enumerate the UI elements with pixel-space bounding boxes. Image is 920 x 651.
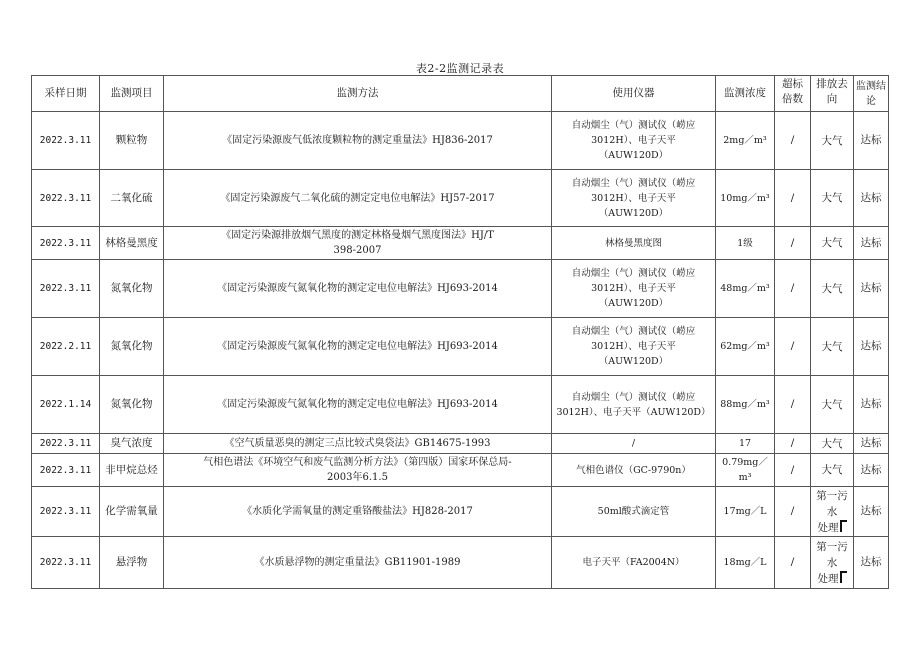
cell-item: 氮氧化物 [100,318,164,376]
cell-date: 2022.3.11 [32,537,100,589]
cell-exceed: / [775,227,811,260]
table-title: 表2-2监测记录表 [415,62,505,75]
cell-instrument [552,260,716,318]
cell-discharge: 大气 [811,112,854,170]
cell-discharge: 大气 [811,376,854,434]
table-row [32,487,889,537]
cell-discharge: 大气 [811,227,854,260]
cell-instrument-line: 3012H）、电子天平 [591,283,676,294]
header-concentration: 监测浓度 [716,76,775,112]
cell-instrument [552,376,716,434]
cell-method-line: 《空气质量恶臭的测定三点比较式臭袋法》GB14675-1993 [224,438,491,449]
cell-conclusion: 达标 [854,376,889,434]
header-discharge-line-1: 排放去 [816,78,848,90]
cell-instrument-line: 50ml酸式滴定管 [597,506,670,517]
cell-exceed: / [775,487,811,537]
table-row [32,434,889,454]
cell-concentration: 0.79mg／m³ [716,454,775,487]
cell-date: 2022.3.11 [32,227,100,260]
table-row [32,318,889,376]
cell-method [164,454,552,487]
cell-date: 2022.3.11 [32,487,100,537]
cell-exceed: / [775,434,811,454]
table-row [32,454,889,487]
cell-discharge: 大气 [811,170,854,227]
cell-conclusion: 达标 [854,112,889,170]
cell-instrument-line: 林格曼黑度图 [604,237,662,249]
cell-method-line: 《固定污染源废气氮氧化物的测定定电位电解法》HJ693-2014 [217,283,498,294]
cell-instrument-line: （AUW120D） [598,356,669,367]
cell-instrument-line: 自动烟尘（气）测试仪（崂应 [571,268,696,279]
cell-item: 氮氧化物 [100,376,164,434]
header-method: 监测方法 [164,76,552,112]
cell-conclusion: 达标 [854,537,889,589]
cell-method-line: 2003年6.1.5 [327,472,388,483]
cell-discharge: 大气 [811,318,854,376]
cell-item: 化学需氧量 [100,487,164,537]
table-row [32,260,889,318]
cell-method-line: 《固定污染源排放烟气黑度的测定林格曼烟气黑度图法》HJ/T [221,230,494,241]
cell-item: 臭气浓度 [100,434,164,454]
cell-instrument [552,434,716,454]
table-body [32,112,889,589]
header-exceed-line-1: 超标 [782,78,803,90]
cell-item: 林格曼黑度 [100,227,164,260]
cell-instrument-line: 3012H）、电子天平 [591,341,676,352]
cell-concentration: 17 [716,434,775,454]
cell-concentration: 48mg／m³ [716,260,775,318]
monitoring-record-table [31,75,889,589]
cell-date: 2022.3.11 [32,170,100,227]
cell-concentration: 1级 [716,227,775,260]
cell-method-line: 气相色谱法《环境空气和废气监测分析方法》（第四版）国家环保总局- [203,457,512,468]
cell-instrument [552,454,716,487]
cell-method-line: 《固定污染源废气二氧化硫的测定定电位电解法》HJ57-2017 [220,192,495,204]
cell-instrument-line: 3012H）、电子天平 [591,135,676,146]
cell-concentration: 18mg／L [716,537,775,589]
cell-concentration: 17mg／L [716,487,775,537]
header-discharge-line-2: 向 [826,93,838,105]
cell-date: 2022.3.11 [32,112,100,170]
cell-method-line: 398-2007 [333,245,382,256]
cell-method-line: 《固定污染源废气氮氧化物的测定定电位电解法》HJ693-2014 [217,399,498,410]
cell-instrument-line: （AUW120D） [598,298,669,309]
cell-conclusion: 达标 [854,227,889,260]
cell-date: 2022.3.11 [32,434,100,454]
cell-instrument-line: 3012H）、电子天平（AUW120D） [556,406,711,418]
cell-conclusion: 达标 [854,318,889,376]
cell-instrument-line: （AUW120D） [598,150,669,161]
table-row [32,112,889,170]
header-date: 采样日期 [32,76,100,112]
header-exceed-line-2: 倍数 [782,93,803,105]
cell-instrument-line: 自动烟尘（气）测试仪（崂应 [571,177,696,189]
cell-date: 2022.3.11 [32,454,100,487]
corner-bracket-mark [840,520,847,532]
header-conclusion [854,76,889,112]
cell-discharge: 大气 [811,434,854,454]
cell-date: 2022.1.14 [32,376,100,434]
cell-date: 2022.3.11 [32,260,100,318]
cell-method [164,170,552,227]
header-row [32,76,889,112]
cell-method [164,376,552,434]
table-row [32,170,889,227]
cell-instrument [552,170,716,227]
cell-exceed: / [775,376,811,434]
cell-date: 2022.2.11 [32,318,100,376]
cell-conclusion: 达标 [854,487,889,537]
cell-method [164,487,552,537]
header-instrument: 使用仪器 [552,76,716,112]
cell-exceed: / [775,537,811,589]
cell-method [164,434,552,454]
cell-method-line: 《固定污染源废气低浓度颗粒物的测定重量法》HJ836-2017 [222,135,493,146]
cell-method [164,537,552,589]
table-row [32,537,889,589]
cell-method [164,260,552,318]
cell-method [164,318,552,376]
cell-exceed: / [775,318,811,376]
cell-item: 二氧化硫 [100,170,164,227]
cell-discharge: 大气 [811,454,854,487]
cell-concentration: 10mg／m³ [716,170,775,227]
cell-method-line: 《水质悬浮物的测定重量法》GB11901-1989 [254,557,461,568]
cell-item: 颗粒物 [100,112,164,170]
cell-item: 非甲烷总烃 [100,454,164,487]
corner-bracket-mark [840,571,847,583]
cell-method [164,112,552,170]
header-discharge [811,76,854,112]
cell-exceed: / [775,454,811,487]
cell-conclusion: 达标 [854,170,889,227]
cell-concentration: 88mg／m³ [716,376,775,434]
cell-method [164,227,552,260]
cell-concentration: 62mg／m³ [716,318,775,376]
cell-item: 悬浮物 [100,537,164,589]
cell-discharge [811,487,854,537]
cell-instrument [552,318,716,376]
cell-instrument-line: 气相色谱仪（GC-9790n） [576,464,691,476]
cell-instrument-line: （AUW120D） [598,207,669,219]
cell-method-line: 《固定污染源废气氮氧化物的测定定电位电解法》HJ693-2014 [217,341,498,352]
cell-instrument-line: 自动烟尘（气）测试仪（崂应 [571,391,696,403]
cell-instrument-line: 3012H）、电子天平 [591,192,676,204]
cell-instrument [552,227,716,260]
cell-conclusion: 达标 [854,454,889,487]
cell-exceed: / [775,170,811,227]
cell-method-line: 《水质化学需氧量的测定重铬酸盐法》HJ828-2017 [242,506,473,517]
table-row [32,227,889,260]
header-conclusion-label: 监测结论 [856,81,886,107]
cell-conclusion: 达标 [854,260,889,318]
cell-instrument-line: 电子天平（FA2004N） [582,557,685,568]
cell-discharge-line: 第一污水 [816,540,848,569]
header-item: 监测项目 [100,76,164,112]
cell-instrument [552,487,716,537]
cell-instrument-line: / [631,438,636,449]
cell-exceed: / [775,112,811,170]
cell-concentration: 2mg／m³ [716,112,775,170]
cell-item: 氮氧化物 [100,260,164,318]
cell-discharge [811,537,854,589]
cell-discharge-line: 处理 [813,520,851,536]
cell-instrument-line: 自动烟尘（气）测试仪（崂应 [571,326,696,337]
cell-discharge-line: 第一污水 [816,489,848,518]
cell-discharge-line: 处理 [813,571,851,587]
cell-instrument-line: 自动烟尘（气）测试仪（崂应 [571,120,696,131]
cell-instrument [552,112,716,170]
header-exceed-multiple [775,76,811,112]
cell-discharge: 大气 [811,260,854,318]
cell-conclusion: 达标 [854,434,889,454]
cell-exceed: / [775,260,811,318]
cell-instrument [552,537,716,589]
table-row [32,376,889,434]
